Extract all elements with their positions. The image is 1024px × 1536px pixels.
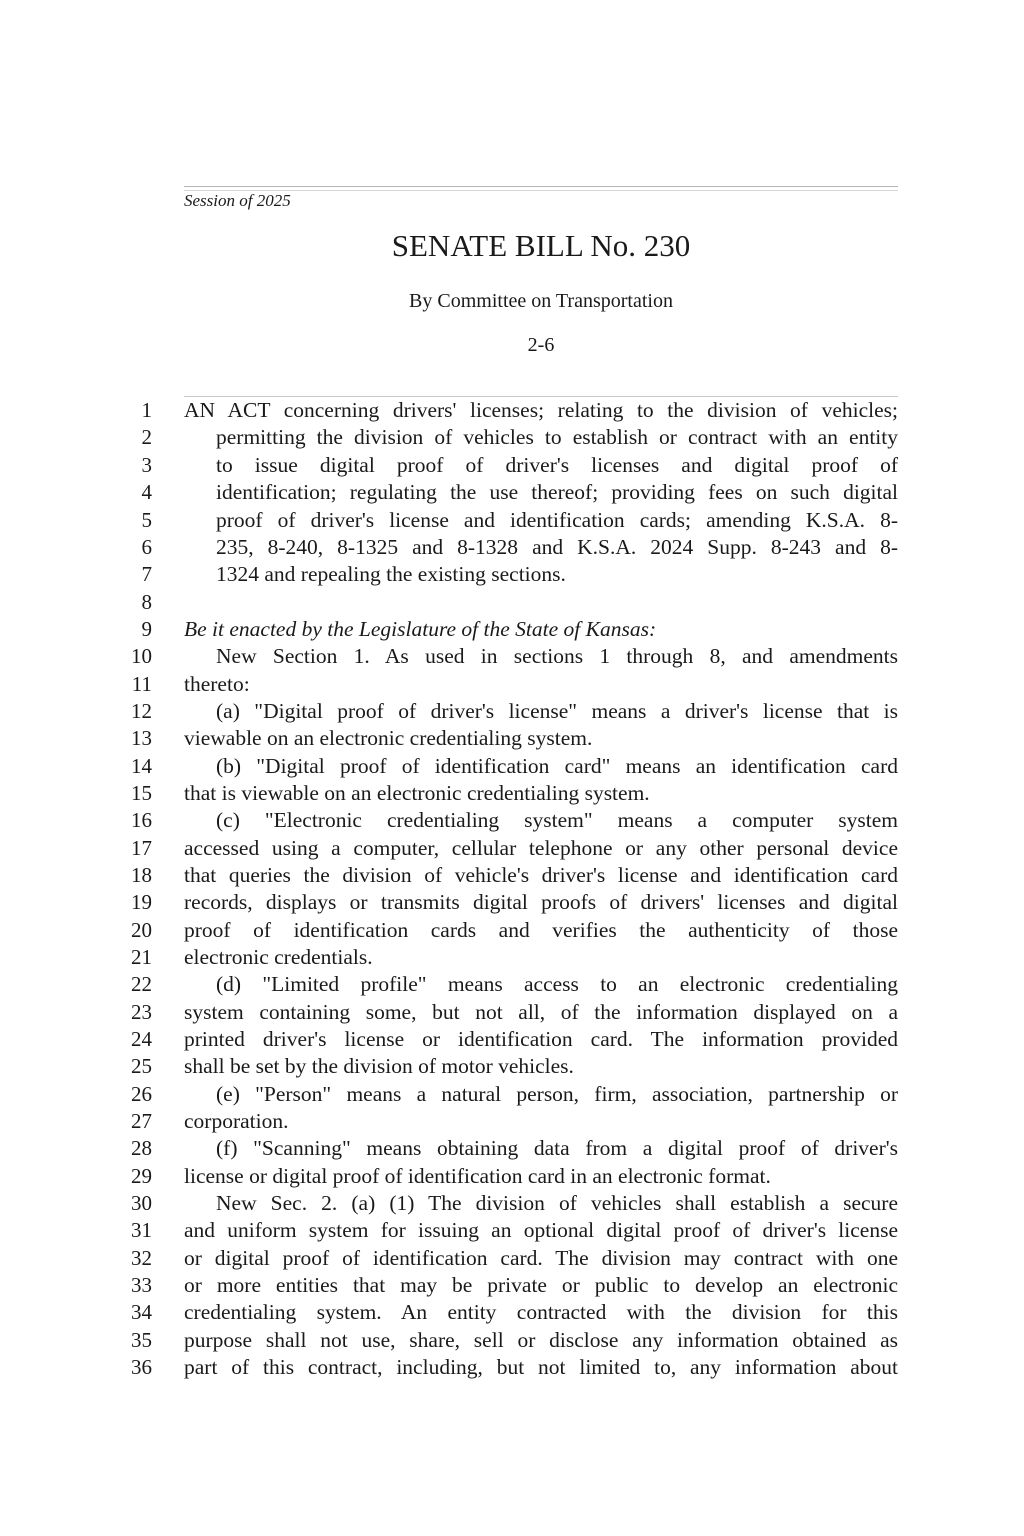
line-number: 32 <box>131 1246 152 1270</box>
bill-text-line: electronic credentials. <box>184 945 373 969</box>
bill-text-line: 1324 and repealing the existing sections. <box>216 562 566 586</box>
bill-text-line: (f) "Scanning" means obtaining data from a digital proof of driver's <box>216 1136 898 1160</box>
bill-text-line: and uniform system for issuing an optional digital proof of driver's license <box>184 1218 898 1242</box>
line-number: 8 <box>141 590 152 614</box>
bill-text-line: proof of identification cards and verifies the authenticity of those <box>184 918 898 942</box>
bill-text-line: thereto: <box>184 672 250 696</box>
bill-text-line: purpose shall not use, share, sell or disclose any information obtained as <box>184 1328 898 1352</box>
bill-text-line: permitting the division of vehicles to establish or contract with an entity <box>216 425 898 449</box>
bill-text-line: credentialing system. An entity contracted with the division for this <box>184 1300 898 1324</box>
line-number: 26 <box>131 1082 152 1106</box>
line-number: 1 <box>141 398 152 422</box>
line-number: 6 <box>141 535 152 559</box>
line-number: 27 <box>131 1109 152 1133</box>
bill-text-line: viewable on an electronic credentialing system. <box>184 726 593 750</box>
line-number: 25 <box>131 1054 152 1078</box>
bill-text-line: accessed using a computer, cellular telephone or any other personal device <box>184 836 898 860</box>
line-number: 14 <box>131 754 152 778</box>
line-number: 34 <box>131 1300 152 1324</box>
bill-text-line: or digital proof of identification card. The division may contract with one <box>184 1246 898 1270</box>
bill-date: 2-6 <box>527 334 555 356</box>
line-number: 35 <box>131 1328 152 1352</box>
line-number: 22 <box>131 972 152 996</box>
line-number: 36 <box>131 1355 152 1379</box>
header-rule-top <box>184 186 898 187</box>
bill-text-line: New Section 1. As used in sections 1 through 8, and amendments <box>216 644 898 668</box>
line-number: 31 <box>131 1218 152 1242</box>
bill-title: SENATE BILL No. 230 <box>391 228 691 263</box>
bill-text-line: (d) "Limited profile" means access to an electronic credentialing <box>216 972 898 996</box>
bill-text-line: AN ACT concerning drivers' licenses; relating to the division of vehicles; <box>184 398 898 422</box>
bill-text-line: shall be set by the division of motor vehicles. <box>184 1054 574 1078</box>
bill-text-line: (a) "Digital proof of driver's license" means a driver's license that is <box>216 699 898 723</box>
line-number: 7 <box>141 562 152 586</box>
line-number: 29 <box>131 1164 152 1188</box>
line-number: 13 <box>131 726 152 750</box>
bill-text-line: records, displays or transmits digital proofs of drivers' licenses and digital <box>184 890 898 914</box>
bill-text-line: (e) "Person" means a natural person, firm, association, partnership or <box>216 1082 898 1106</box>
line-number: 9 <box>141 617 152 641</box>
line-number: 3 <box>141 453 152 477</box>
bill-text-line: (b) "Digital proof of identification card" means an identification card <box>216 754 898 778</box>
bill-text-line: proof of driver's license and identification cards; amending K.S.A. 8- <box>216 508 898 532</box>
line-number: 10 <box>131 644 152 668</box>
line-number: 11 <box>131 672 152 696</box>
bill-text-line: corporation. <box>184 1109 289 1133</box>
bill-text-line: New Sec. 2. (a) (1) The division of vehicles shall establish a secure <box>216 1191 898 1215</box>
line-number: 2 <box>141 425 152 449</box>
bill-text-line: (c) "Electronic credentialing system" means a computer system <box>216 808 898 832</box>
bill-text-line: to issue digital proof of driver's licenses and digital proof of <box>216 453 898 477</box>
bill-text-line: license or digital proof of identification card in an electronic format. <box>184 1164 771 1188</box>
bill-text-line: or more entities that may be private or public to develop an electronic <box>184 1273 898 1297</box>
line-number: 24 <box>131 1027 152 1051</box>
header-rule-top-inner <box>184 190 898 191</box>
bill-text-line: that is viewable on an electronic credentialing system. <box>184 781 650 805</box>
line-number: 28 <box>131 1136 152 1160</box>
line-number: 4 <box>141 480 152 504</box>
bill-text-line: identification; regulating the use thereof; providing fees on such digital <box>216 480 898 504</box>
bill-text-line: part of this contract, including, but not limited to, any information about <box>184 1355 898 1379</box>
line-number: 19 <box>131 890 152 914</box>
line-number: 18 <box>131 863 152 887</box>
session-label: Session of 2025 <box>184 191 291 210</box>
line-number: 21 <box>131 945 152 969</box>
bill-text-line: system containing some, but not all, of the information displayed on a <box>184 1000 898 1024</box>
enacting-clause: Be it enacted by the Legislature of the State of Kansas: <box>184 617 657 641</box>
line-number: 33 <box>131 1273 152 1297</box>
line-number: 12 <box>131 699 152 723</box>
line-number: 16 <box>131 808 152 832</box>
bill-text-line: 235, 8-240, 8-1325 and 8-1328 and K.S.A. 2024 Supp. 8-243 and 8- <box>216 535 898 559</box>
bill-text-line: printed driver's license or identification card. The information provided <box>184 1027 898 1051</box>
line-number: 20 <box>131 918 152 942</box>
line-number: 23 <box>131 1000 152 1024</box>
bill-sponsor: By Committee on Transportation <box>409 290 673 312</box>
line-number: 5 <box>141 508 152 532</box>
bill-text-line: that queries the division of vehicle's driver's license and identification card <box>184 863 898 887</box>
line-number: 15 <box>131 781 152 805</box>
line-number: 17 <box>131 836 152 860</box>
line-number: 30 <box>131 1191 152 1215</box>
